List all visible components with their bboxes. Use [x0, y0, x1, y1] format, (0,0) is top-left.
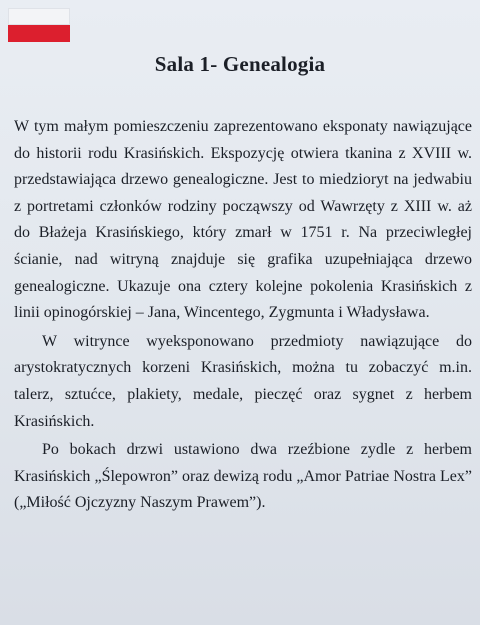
body-text — [14, 114, 472, 517]
paragraph-2: W witrynce wyeksponowano przedmioty nawiązujące do arystokratycznych korzeni Krasińskich, można tu zobaczyć m.in. talerz, sztućce, plakiety, medale, pieczęć oraz sygnet z herbem Krasińskich. — [14, 332, 472, 430]
flag-red-stripe — [8, 25, 70, 42]
paragraph-3: Po bokach drzwi ustawiono dwa rzeźbione zydle z herbem Krasińskich „Ślepowron” oraz dewizą rodu „Amor Patriae Nostra Lex” („Miłość Ojczyzny Naszym Prawem”). — [14, 441, 472, 512]
polish-flag-icon — [8, 8, 70, 42]
paragraph-1: W tym małym pomieszczeniu zaprezentowano eksponaty nawiązujące do historii rodu Krasińskich. Ekspozycję otwiera tkanina z XVIII w. przedstawiająca drzewo genealogiczne. Jest to miedzioryt na jedwabiu z portretami członków rodziny począwszy od Wawrzęty z XIII w. aż do Błażeja Krasińskiego, który zmarł w 1751 r. Na przeciwległej ścianie, nad witryną znajduje się grafika uzupełniająca drzewo genealogiczne. Ukazuje ona cztery kolejne pokolenia Krasińskich z linii opinogórskiej – Jana, Wincentego, Zygmunta i Władysława. — [14, 118, 472, 322]
flag-white-stripe — [8, 8, 70, 25]
page-title: Sala 1- Genealogia — [154, 52, 326, 76]
